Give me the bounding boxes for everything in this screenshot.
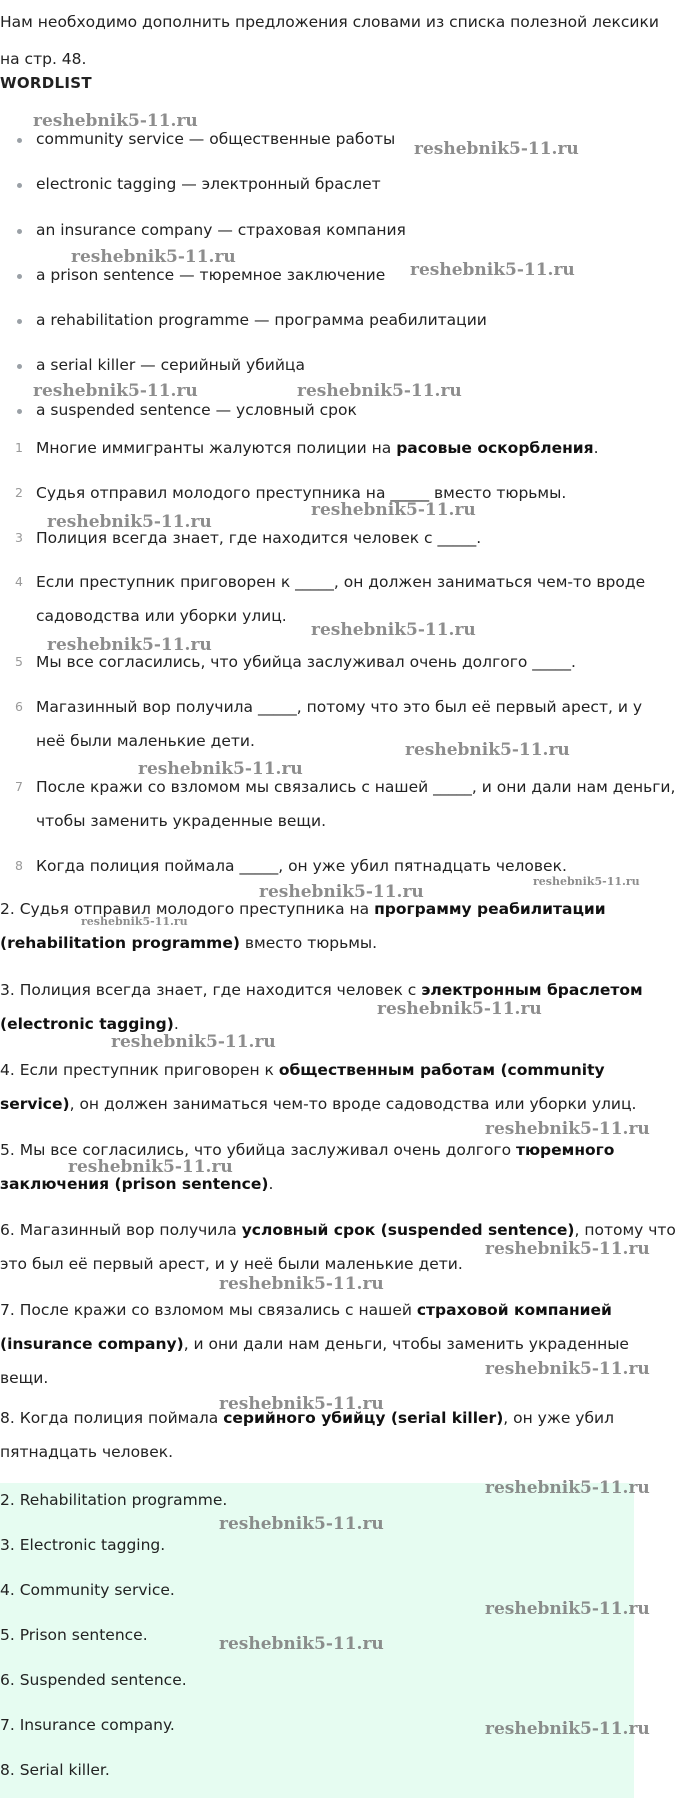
watermark: reshebnik5-11.ru: [68, 1157, 233, 1177]
watermark: reshebnik5-11.ru: [71, 247, 236, 267]
watermark: reshebnik5-11.ru: [219, 1394, 384, 1414]
watermark: reshebnik5-11.ru: [485, 1478, 650, 1498]
watermark: reshebnik5-11.ru: [377, 999, 542, 1019]
answer-paragraph: 4. Если преступник приговорен к общественным работам (community service), он должен заниматься чем-то вроде садоводства или уборки улиц.: [0, 1061, 637, 1113]
watermark: reshebnik5-11.ru: [533, 875, 640, 888]
watermark: reshebnik5-11.ru: [485, 1359, 650, 1379]
bullet-icon: [17, 229, 22, 234]
watermark: reshebnik5-11.ru: [311, 620, 476, 640]
watermark: reshebnik5-11.ru: [485, 1599, 650, 1619]
solution-box: [0, 1483, 634, 1798]
solution-item: 8. Serial killer.: [0, 1761, 110, 1779]
solution-item: 2. Rehabilitation programme.: [0, 1491, 228, 1509]
answer-paragraph: 2. Судья отправил молодого преступника на программу реабилитации (rehabilitation programme) вместо тюрьмы.: [0, 900, 606, 952]
intro-text: Нам необходимо дополнить предложения словами из списка полезной лексики на стр. 48.: [0, 13, 659, 68]
bullet-icon: [17, 183, 22, 188]
bullet-icon: [17, 409, 22, 414]
bullet-icon: [17, 138, 22, 143]
answer-paragraph: 5. Мы все согласились, что убийца заслуживал очень долгого тюремного заключения (prison sentence).: [0, 1141, 615, 1193]
watermark: reshebnik5-11.ru: [485, 1239, 650, 1259]
watermark: reshebnik5-11.ru: [219, 1634, 384, 1654]
bullet-icon: [17, 274, 22, 279]
watermark: reshebnik5-11.ru: [33, 111, 198, 131]
watermark: reshebnik5-11.ru: [405, 740, 570, 760]
watermark: reshebnik5-11.ru: [485, 1719, 650, 1739]
bullet-icon: [17, 364, 22, 369]
bullet-icon: [17, 319, 22, 324]
answer-paragraph: 3. Полиция всегда знает, где находится человек с электронным браслетом (electronic tagging).: [0, 981, 643, 1033]
watermark: reshebnik5-11.ru: [33, 381, 198, 401]
watermark: reshebnik5-11.ru: [311, 500, 476, 520]
answer-paragraph: 8. Когда полиция поймала серийного убийцу (serial killer), он уже убил пятнадцать человек.: [0, 1409, 614, 1461]
watermark: reshebnik5-11.ru: [219, 1514, 384, 1534]
answer-paragraph: 6. Магазинный вор получила условный срок (suspended sentence), потому что это был её первый арест, и у неё были маленькие дети.: [0, 1221, 676, 1273]
watermark: reshebnik5-11.ru: [485, 1119, 650, 1139]
watermark: reshebnik5-11.ru: [297, 381, 462, 401]
solution-item: 6. Suspended sentence.: [0, 1671, 187, 1689]
watermark: reshebnik5-11.ru: [410, 260, 575, 280]
watermark: reshebnik5-11.ru: [138, 759, 303, 779]
watermark: reshebnik5-11.ru: [111, 1032, 276, 1052]
solution-item: 4. Community service.: [0, 1581, 175, 1599]
solution-item: 7. Insurance company.: [0, 1716, 175, 1734]
watermark: reshebnik5-11.ru: [47, 635, 212, 655]
solution-item: 3. Electronic tagging.: [0, 1536, 166, 1554]
watermark: reshebnik5-11.ru: [219, 1274, 384, 1294]
answer-paragraph: 7. После кражи со взломом мы связались с нашей страховой компанией (insurance company), и они дали нам деньги, чтобы заменить украденные вещи.: [0, 1301, 629, 1387]
watermark: reshebnik5-11.ru: [81, 915, 188, 928]
solution-item: 5. Prison sentence.: [0, 1626, 148, 1644]
watermark: reshebnik5-11.ru: [414, 139, 579, 159]
watermark: reshebnik5-11.ru: [259, 882, 424, 902]
watermark: reshebnik5-11.ru: [47, 512, 212, 532]
wordlist-title: WORDLIST: [0, 74, 92, 92]
